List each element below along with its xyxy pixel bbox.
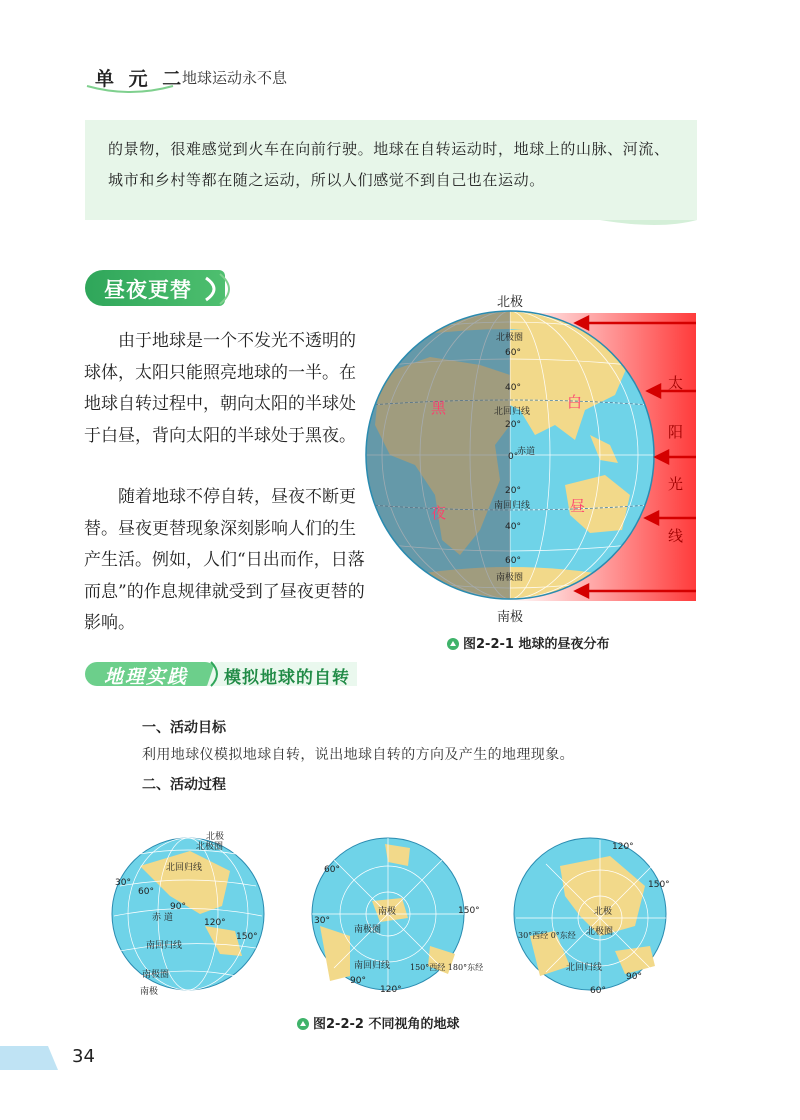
- g1-lon-60: 60°: [138, 887, 154, 897]
- g3-lon-e: 150°: [648, 880, 670, 890]
- g3-lon-b: 60°: [590, 986, 606, 996]
- g3-lon-c: 90°: [626, 972, 642, 982]
- sun-label-1: 太: [668, 374, 684, 392]
- g3-lon-a: 30°西经 0°东经: [518, 931, 576, 940]
- g1-equator: 赤 道: [152, 913, 173, 923]
- practice-label: 地理实践: [104, 666, 189, 688]
- g3-arctic: 北极圈: [586, 927, 614, 937]
- night-label-2: 夜: [431, 504, 447, 522]
- page-number: 34: [72, 1046, 95, 1067]
- tropic-capricorn-label: 南回归线: [494, 501, 531, 511]
- g1-arctic: 北极圈: [196, 842, 224, 852]
- g2-antarctic: 南极圈: [354, 925, 382, 935]
- practice-subtitle: 模拟地球的自转: [224, 668, 350, 688]
- figure1-caption-text: 图2-2-1 地球的昼夜分布: [463, 637, 610, 652]
- g2-lon-a: 150°西经 180°东经: [410, 963, 484, 972]
- g1-capricorn: 南回归线: [146, 941, 183, 951]
- g1-lon-90: 90°: [170, 902, 186, 912]
- g1-antarctic: 南极圈: [142, 970, 170, 980]
- g2-lon-f: 150°: [458, 906, 480, 916]
- g1-south-pole: 南极: [140, 987, 159, 997]
- south-pole-label: 南极: [497, 610, 524, 625]
- unit-title: 地球运动永不息: [182, 69, 288, 87]
- night-shade: [360, 305, 510, 605]
- process-heading: 二、活动过程: [142, 777, 226, 793]
- g3-cancer: 北回归线: [566, 963, 603, 973]
- lat-0-label: 0°: [508, 452, 519, 462]
- lat-60n-label: 60°: [505, 348, 521, 358]
- antarctic-circle-label: 南极圈: [496, 573, 524, 583]
- sun-label-2: 阳: [668, 423, 684, 441]
- night-label-1: 黑: [431, 399, 447, 417]
- figure1-caption: [447, 633, 609, 652]
- intro-box-tail: [600, 218, 700, 232]
- section-heading-ornament: [200, 272, 240, 306]
- lat-20n-label: 20°: [505, 420, 521, 430]
- day-label-1: 白: [567, 393, 583, 411]
- sun-label-3: 光: [668, 475, 684, 493]
- g2-capricorn: 南回归线: [354, 961, 391, 971]
- figure2-caption: [297, 1013, 459, 1032]
- g1-lon-150: 150°: [236, 932, 258, 942]
- body-paragraph-2: 随着地球不停自转，昼夜不断更替。昼夜更替现象深刻影响人们的生产生活。例如，人们“日出而作，日落而息”的作息规律就受到了昼夜更替的影响。: [84, 487, 365, 633]
- caption-triangle-icon: [447, 638, 459, 650]
- g2-lon-b: 120°: [380, 985, 402, 995]
- g2-lon-d: 30°: [314, 916, 330, 926]
- header-decoration: [85, 82, 175, 96]
- g1-lon-120: 120°: [204, 918, 226, 928]
- lat-40s-label: 40°: [505, 522, 521, 532]
- lat-60s-label: 60°: [505, 556, 521, 566]
- tropic-cancer-label: 北回归线: [494, 407, 531, 417]
- g2-lon-e: 60°: [324, 865, 340, 875]
- g1-lon-30: 30°: [115, 878, 131, 888]
- body-paragraph-1: 由于地球是一个不发光不透明的球体，太阳只能照亮地球的一半。在地球自转过程中，朝向太阳的半球处于白昼，背向太阳的半球处于黑夜。: [84, 331, 356, 446]
- lat-40n-label: 40°: [505, 383, 521, 393]
- g1-cancer: 北回归线: [166, 863, 203, 873]
- equator-label: 赤道: [517, 447, 536, 457]
- g3-lon-d: 120°: [612, 842, 634, 852]
- g1-north-pole: 北极: [206, 832, 225, 842]
- lat-20s-label: 20°: [505, 486, 521, 496]
- intro-text: 的景物，很难感觉到火车在向前行驶。地球在自转运动时，地球上的山脉、河流、城市和乡村等都在随之运动，所以人们感觉不到自己也在运动。: [108, 140, 670, 189]
- unit-label: 单 元 二: [95, 68, 186, 90]
- section-heading: 昼夜更替: [104, 278, 192, 302]
- caption-triangle-icon: [297, 1018, 309, 1030]
- goal-heading: 一、活动目标: [142, 720, 226, 736]
- goal-text: 利用地球仪模拟地球自转，说出地球自转的方向及产生的地理现象。: [142, 747, 574, 763]
- g2-south-pole: 南极: [378, 907, 397, 917]
- sun-label-4: 线: [668, 527, 684, 545]
- day-label-2: 昼: [570, 497, 586, 515]
- arctic-circle-label: 北极圈: [496, 333, 524, 343]
- figure2-caption-text: 图2-2-2 不同视角的地球: [313, 1017, 460, 1032]
- north-pole-label: 北极: [497, 295, 524, 310]
- g2-lon-c: 90°: [350, 976, 366, 986]
- g3-north-pole: 北极: [594, 907, 613, 917]
- page-tab: [0, 1046, 58, 1070]
